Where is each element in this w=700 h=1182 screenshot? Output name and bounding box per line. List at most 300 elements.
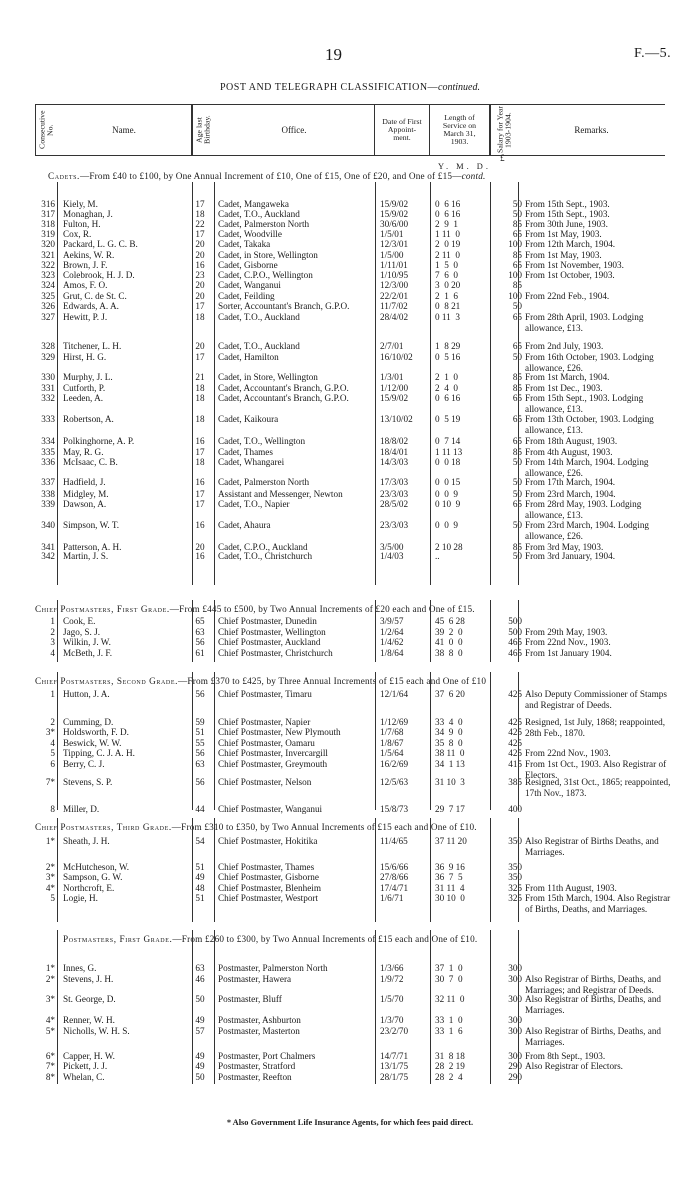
cell-date: 12/5/63 (380, 777, 409, 787)
cell-name: Northcroft, E. (63, 883, 115, 893)
table-header (35, 104, 665, 156)
header-salary: Salary for Year 1903-1904. (490, 105, 518, 155)
cell-svc: 1 8 29 (435, 341, 461, 351)
cell-age: 51 (195, 893, 205, 903)
cell-no: 3* (45, 872, 55, 882)
cell-sal: 65 (512, 229, 522, 239)
cell-name: Martin, J. S. (63, 551, 109, 561)
cell-date: 1/3/70 (380, 1015, 404, 1025)
cell-no: 6* (45, 1051, 55, 1061)
cell-date: 30/6/00 (380, 219, 409, 229)
cell-no: 2* (45, 974, 55, 984)
cell-no: 322 (41, 260, 55, 270)
cell-office: Chief Postmaster, Hokitika (218, 836, 318, 846)
cell-name: Miller, D. (63, 804, 100, 814)
cell-date: 11/4/65 (380, 836, 408, 846)
cell-date: 18/8/02 (380, 436, 409, 446)
cell-remarks: From 2nd July, 1903. (525, 341, 604, 351)
cell-date: 14/7/71 (380, 1051, 409, 1061)
cell-office: Chief Postmaster, Blenheim (218, 883, 321, 893)
cell-name: Whelan, C. (63, 1072, 105, 1082)
cell-sal: 300 (508, 974, 522, 984)
cell-date: 12/3/01 (380, 239, 409, 249)
cell-no: 327 (41, 312, 55, 322)
cell-sal: 85 (512, 447, 522, 457)
column-rule (192, 182, 193, 585)
cell-age: 18 (195, 312, 205, 322)
cell-office: Cadet, T.O., Wellington (218, 436, 306, 446)
cell-remarks: From 14th March, 1904. Lodging allowance, £26. (525, 457, 649, 478)
cell-no: 7* (45, 1061, 55, 1071)
cell-no: 4 (50, 648, 55, 658)
cell-office: Cadet, Takaka (218, 239, 271, 249)
cell-office: Postmaster, Hawera (218, 974, 292, 984)
cell-name: Capper, H. W. (63, 1051, 115, 1061)
cell-date: 23/2/70 (380, 1026, 409, 1036)
column-rule (214, 672, 215, 810)
cell-remarks: From 1st January 1904. (525, 648, 612, 658)
cell-date: 1/12/69 (380, 717, 409, 727)
cell-sal: 85 (512, 250, 522, 260)
cell-sal: 100 (508, 270, 522, 280)
cell-age: 18 (195, 209, 205, 219)
cell-svc: 0 0 9 (435, 489, 458, 499)
cell-svc: 0 6 16 (435, 393, 461, 403)
footnote: * Also Government Life Insurance Agents, for which fees paid direct. (226, 1118, 474, 1127)
cell-svc: 2 1 0 (435, 372, 458, 382)
cell-remarks: From 1st May, 1903. (525, 250, 602, 260)
cell-name: McBeth, J. F. (63, 648, 113, 658)
cell-date: 1/7/68 (380, 727, 404, 737)
cell-remarks: Also Registrar of Births, Deaths, and Marriages. (525, 994, 662, 1015)
cell-name: Cutforth, P. (63, 383, 106, 393)
cell-sal: 425 (508, 727, 522, 737)
cell-name: Berry, C. J. (63, 759, 105, 769)
cell-age: 61 (195, 648, 205, 658)
cell-date: 15/9/02 (380, 209, 409, 219)
cell-remarks: Resigned, 31st Oct., 1865; reappointed, 17th Nov., 1873. (525, 777, 671, 798)
cell-sal: 100 (508, 239, 522, 249)
cell-date: 13/1/75 (380, 1061, 409, 1071)
cell-remarks: From 13th October, 1903. Lodging allowance, £13. (525, 414, 654, 435)
cell-office: Postmaster, Ashburton (218, 1015, 301, 1025)
cell-age: 49 (195, 872, 205, 882)
cell-remarks: From 15th Sept., 1903. (525, 209, 610, 219)
cell-remarks: From 22nd Nov., 1903. (525, 748, 611, 758)
cell-date: 1/5/00 (380, 250, 404, 260)
cell-age: 20 (195, 280, 205, 290)
cell-sal: 65 (512, 260, 522, 270)
cell-svc: 37 6 20 (435, 689, 465, 699)
cell-sal: 50 (512, 457, 522, 467)
cell-no: 325 (41, 291, 55, 301)
cell-no: 1 (50, 616, 55, 626)
cell-date: 15/6/66 (380, 862, 409, 872)
cell-sal: 425 (508, 738, 522, 748)
cell-name: Nicholls, W. H. S. (63, 1026, 130, 1036)
cell-remarks: From 15th Sept., 1903. Lodging allowance, £13. (525, 393, 644, 414)
cell-sal: 65 (512, 499, 522, 509)
cell-age: 22 (195, 219, 205, 229)
header-name: Name. (57, 105, 192, 155)
cell-svc: 37 1 0 (435, 963, 463, 973)
cell-svc: 34 1 13 (435, 759, 465, 769)
cell-age: 56 (195, 777, 205, 787)
table-row (35, 550, 675, 562)
table-row (35, 311, 675, 333)
cell-office: Cadet, Thames (218, 447, 273, 457)
cell-date: 27/8/66 (380, 872, 409, 882)
cell-sal: 50 (512, 199, 522, 209)
cell-office: Cadet, Ahaura (218, 520, 271, 530)
column-rule (518, 600, 519, 662)
cell-date: 1/11/01 (380, 260, 408, 270)
cell-date: 23/3/03 (380, 489, 409, 499)
cell-svc: 2 4 0 (435, 383, 458, 393)
cell-sal: 50 (512, 551, 522, 561)
cell-sal: 290 (508, 1061, 522, 1071)
column-rule (430, 600, 431, 662)
cell-no: 2 (50, 717, 55, 727)
cell-date: 1/6/71 (380, 893, 404, 903)
cell-date: 1/10/95 (380, 270, 409, 280)
cell-sal: 350 (508, 836, 522, 846)
cell-svc: 32 11 0 (435, 994, 465, 1004)
cell-office: Chief Postmaster, Napier (218, 717, 311, 727)
cell-remarks: From 30th June, 1903. (525, 219, 608, 229)
cell-svc: 37 11 20 (435, 836, 467, 846)
cell-no: 318 (41, 219, 55, 229)
cell-no: 328 (41, 341, 55, 351)
cell-name: Patterson, A. H. (63, 542, 122, 552)
cell-date: 23/3/03 (380, 520, 409, 530)
cell-no: 336 (41, 457, 55, 467)
cell-age: 23 (195, 270, 205, 280)
cell-no: 321 (41, 250, 55, 260)
cell-sal: 350 (508, 862, 522, 872)
cell-office: Cadet, Hamilton (218, 352, 279, 362)
section-heading-post1 (63, 934, 700, 944)
cell-name: Edwards, A. A. (63, 301, 119, 311)
cell-name: Murphy, J. L. (63, 372, 113, 382)
cell-office: Chief Postmaster, Auckland (218, 637, 321, 647)
cell-age: 16 (195, 436, 205, 446)
salary-unit: £ (500, 153, 505, 163)
cell-office: Postmaster, Masterton (218, 1026, 300, 1036)
cell-remarks: From 22nd Feb., 1904. (525, 291, 610, 301)
table-row (35, 835, 675, 857)
cell-svc: 0 8 21 (435, 301, 461, 311)
cell-no: 1* (45, 963, 55, 973)
cell-name: Fulton, H. (63, 219, 101, 229)
cell-age: 20 (195, 341, 205, 351)
cell-office: Chief Postmaster, New Plymouth (218, 727, 341, 737)
section-label: Chief Postmasters, Second Grade. (35, 676, 179, 686)
cell-date: 12/1/64 (380, 689, 409, 699)
cell-name: Pickett, J. J. (63, 1061, 108, 1071)
cell-sal: 300 (508, 963, 522, 973)
cell-svc: 39 2 0 (435, 627, 463, 637)
cell-svc: 35 8 0 (435, 738, 463, 748)
cell-office: Cadet, T.O., Napier (218, 499, 290, 509)
section-text: —From £40 to £100, by One Annual Increment of £10, One of £15, One of £20, and One of £15— (79, 171, 462, 181)
cell-sal: 465 (508, 637, 522, 647)
cell-svc: 0 5 16 (435, 352, 461, 362)
cell-age: 49 (195, 1051, 205, 1061)
cell-svc: 30 10 0 (435, 893, 465, 903)
cell-name: McHutcheson, W. (63, 862, 130, 872)
cell-no: 339 (41, 499, 55, 509)
column-rule (430, 930, 431, 1084)
cell-name: Beswick, W. W. (63, 738, 122, 748)
cell-no: 2* (45, 862, 55, 872)
cell-svc: 1 11 13 (435, 447, 463, 457)
cell-date: 15/8/73 (380, 804, 409, 814)
column-rule (375, 600, 376, 662)
cell-name: Dawson, A. (63, 499, 107, 509)
cell-date: 1/4/62 (380, 637, 404, 647)
cell-office: Cadet, Gisborne (218, 260, 278, 270)
column-rule (192, 600, 193, 662)
cell-age: 17 (195, 447, 205, 457)
cell-svc: 31 10 3 (435, 777, 465, 787)
cell-name: Brown, J. F. (63, 260, 108, 270)
cell-remarks: From 3rd January, 1904. (525, 551, 615, 561)
cell-office: Cadet, T.O., Auckland (218, 312, 300, 322)
cell-no: 326 (41, 301, 55, 311)
cell-name: Robertson, A. (63, 414, 114, 424)
cell-age: 50 (195, 994, 205, 1004)
cell-name: Wilkin, J. W. (63, 637, 111, 647)
cell-no: 333 (41, 414, 55, 424)
cell-age: 17 (195, 229, 205, 239)
column-rule (490, 672, 491, 810)
table-row (35, 476, 675, 488)
cell-remarks: From 15th Sept., 1903. (525, 199, 610, 209)
document-reference: F.—5. (634, 46, 672, 61)
cell-date: 17/4/71 (380, 883, 409, 893)
cell-date: 17/3/03 (380, 477, 409, 487)
cell-svc: 7 6 0 (435, 270, 458, 280)
cell-remarks: Also Registrar of Births, Deaths, and Marriages; and Registrar of Deeds. (525, 974, 662, 995)
cell-name: Packard, L. G. C. B. (63, 239, 138, 249)
table-row (35, 392, 675, 414)
cell-age: 50 (195, 1072, 205, 1082)
header-length-of-service: Length of Service on March 31, 1903. (430, 105, 490, 155)
cell-no: 8 (50, 804, 55, 814)
cell-age: 56 (195, 689, 205, 699)
cell-remarks: Also Deputy Commissioner of Stamps and Registrar of Deeds. (525, 689, 667, 710)
cell-svc: 0 11 3 (435, 312, 460, 322)
cell-name: Tipping, C. J. A. H. (63, 748, 135, 758)
cell-age: 16 (195, 477, 205, 487)
cell-svc: 45 6 28 (435, 616, 465, 626)
cell-office: Cadet, Feilding (218, 291, 275, 301)
cell-svc: .. (435, 551, 440, 561)
cell-no: 1 (50, 689, 55, 699)
cell-remarks: From 1st November, 1903. (525, 260, 624, 270)
cell-office: Cadet, C.P.O., Wellington (218, 270, 313, 280)
cell-date: 1/5/01 (380, 229, 404, 239)
cell-sal: 65 (512, 436, 522, 446)
cell-no: 319 (41, 229, 55, 239)
cell-date: 1/2/64 (380, 627, 404, 637)
cell-svc: 0 5 19 (435, 414, 461, 424)
cell-sal: 50 (512, 520, 522, 530)
cell-age: 57 (195, 1026, 205, 1036)
cell-name: Jago, S. J. (63, 627, 101, 637)
cell-name: Stevens, S. P. (63, 777, 113, 787)
cell-date: 28/1/75 (380, 1072, 409, 1082)
cell-no: 317 (41, 209, 55, 219)
cell-office: Cadet, T.O., Christchurch (218, 551, 313, 561)
column-rule (490, 930, 491, 1084)
cell-sal: 425 (508, 689, 522, 699)
cell-date: 1/3/01 (380, 372, 404, 382)
cell-office: Postmaster, Stratford (218, 1061, 296, 1071)
cell-date: 1/8/67 (380, 738, 404, 748)
cell-age: 63 (195, 963, 205, 973)
cell-office: Postmaster, Palmerston North (218, 963, 328, 973)
cell-remarks: Resigned, 1st July, 1868; reappointed, 28th Feb., 1870. (525, 717, 666, 738)
cell-date: 28/5/02 (380, 499, 409, 509)
cell-sal: 300 (508, 1015, 522, 1025)
cell-office: Cadet, Woodville (218, 229, 282, 239)
cell-office: Cadet, Palmerston North (218, 477, 310, 487)
cell-no: 3 (50, 637, 55, 647)
cell-no: 4 (50, 738, 55, 748)
table-row (35, 688, 675, 710)
cell-office: Cadet, Wanganui (218, 280, 281, 290)
cell-office: Cadet, in Store, Wellington (218, 250, 318, 260)
cell-svc: 1 5 0 (435, 260, 458, 270)
cell-no: 4* (45, 883, 55, 893)
table-row (35, 803, 675, 815)
cell-office: Cadet, T.O., Auckland (218, 209, 300, 219)
cell-remarks: From 17th March, 1904. (525, 477, 616, 487)
cell-no: 316 (41, 199, 55, 209)
cell-age: 20 (195, 250, 205, 260)
column-rule (57, 818, 58, 922)
page-title (0, 82, 700, 93)
cell-remarks: From 22nd Nov., 1903. (525, 637, 611, 647)
cell-no: 337 (41, 477, 55, 487)
cell-sal: 65 (512, 393, 522, 403)
cell-name: Colebrook, H. J. D. (63, 270, 135, 280)
section-text: —From £260 to £300, by Two Annual Increments of £15 each and One of £10. (172, 934, 478, 944)
cell-date: 15/9/02 (380, 199, 409, 209)
column-rule (430, 672, 431, 810)
cell-sal: 85 (512, 219, 522, 229)
column-rule (375, 182, 376, 585)
cell-remarks: Also Registrar of Births Deaths, and Marriages. (525, 836, 659, 857)
cell-sal: 50 (512, 209, 522, 219)
cell-date: 1/3/66 (380, 963, 404, 973)
cell-name: Leeden, A. (63, 393, 104, 403)
cell-no: 324 (41, 280, 55, 290)
cell-svc: 34 9 0 (435, 727, 463, 737)
header-office: Office. (214, 105, 375, 155)
cell-sal: 300 (508, 994, 522, 1004)
cell-sal: 300 (508, 1051, 522, 1061)
cell-name: Amos, F. O. (63, 280, 108, 290)
cell-age: 20 (195, 291, 205, 301)
cell-office: Chief Postmaster, Invercargill (218, 748, 328, 758)
cell-office: Cadet, C.P.O., Auckland (218, 542, 308, 552)
column-rule (192, 818, 193, 922)
cell-office: Postmaster, Reefton (218, 1072, 292, 1082)
cell-remarks: Also Registrar of Electors. (525, 1061, 623, 1071)
cell-svc: 36 9 16 (435, 862, 465, 872)
cell-no: 342 (41, 551, 55, 561)
cell-age: 16 (195, 520, 205, 530)
cell-age: 49 (195, 1015, 205, 1025)
cell-sal: 500 (508, 616, 522, 626)
cell-sal: 85 (512, 383, 522, 393)
cell-date: 16/10/02 (380, 352, 413, 362)
cell-name: Aekins, W. R. (63, 250, 115, 260)
cell-no: 8* (45, 1072, 55, 1082)
cell-age: 55 (195, 738, 205, 748)
column-rule (490, 182, 491, 585)
table-row (35, 351, 675, 373)
cell-name: Monaghan, J. (63, 209, 113, 219)
cell-svc: 2 11 0 (435, 250, 460, 260)
service-units: Y. M. D. (438, 162, 491, 171)
table-row (35, 993, 675, 1015)
column-rule (430, 182, 431, 585)
cell-no: 5 (50, 893, 55, 903)
cell-office: Chief Postmaster, Thames (218, 862, 315, 872)
cell-svc: 36 7 5 (435, 872, 463, 882)
section-text: —From £310 to £350, by Two Annual Increments of £15 each and One of £10. (171, 822, 477, 832)
cell-svc: 2 0 19 (435, 239, 461, 249)
table-row (35, 973, 675, 995)
cell-svc: 33 4 0 (435, 717, 463, 727)
cell-sal: 400 (508, 804, 522, 814)
cell-date: 14/3/03 (380, 457, 409, 467)
cell-svc: 0 10 9 (435, 499, 461, 509)
cell-sal: 50 (512, 352, 522, 362)
cell-age: 21 (195, 372, 205, 382)
cell-no: 3* (45, 994, 55, 1004)
cell-sal: 85 (512, 280, 522, 290)
cell-sal: 425 (508, 748, 522, 758)
cell-no: 329 (41, 352, 55, 362)
cell-svc: 38 11 0 (435, 748, 465, 758)
cell-office: Cadet, Accountant's Branch, G.P.O. (218, 393, 349, 403)
table-row (35, 1071, 675, 1083)
cell-svc: 2 9 1 (435, 219, 458, 229)
cell-sal: 50 (512, 301, 522, 311)
cell-age: 17 (195, 489, 205, 499)
cell-name: Hewitt, P. J. (63, 312, 108, 322)
cell-remarks: From 8th Sept., 1903. (525, 1051, 606, 1061)
table-row (35, 456, 675, 478)
cell-age: 20 (195, 239, 205, 249)
cell-office: Chief Postmaster, Westport (218, 893, 319, 903)
cell-name: Cox, R. (63, 229, 92, 239)
cell-no: 2 (50, 627, 55, 637)
cell-svc: 0 6 16 (435, 199, 461, 209)
cell-sal: 290 (508, 1072, 522, 1082)
cell-office: Chief Postmaster, Greymouth (218, 759, 328, 769)
cell-name: Cook, E. (63, 616, 96, 626)
cell-date: 1/8/64 (380, 648, 404, 658)
cell-date: 1/5/64 (380, 748, 404, 758)
cell-no: 332 (41, 393, 55, 403)
column-rule (430, 818, 431, 922)
